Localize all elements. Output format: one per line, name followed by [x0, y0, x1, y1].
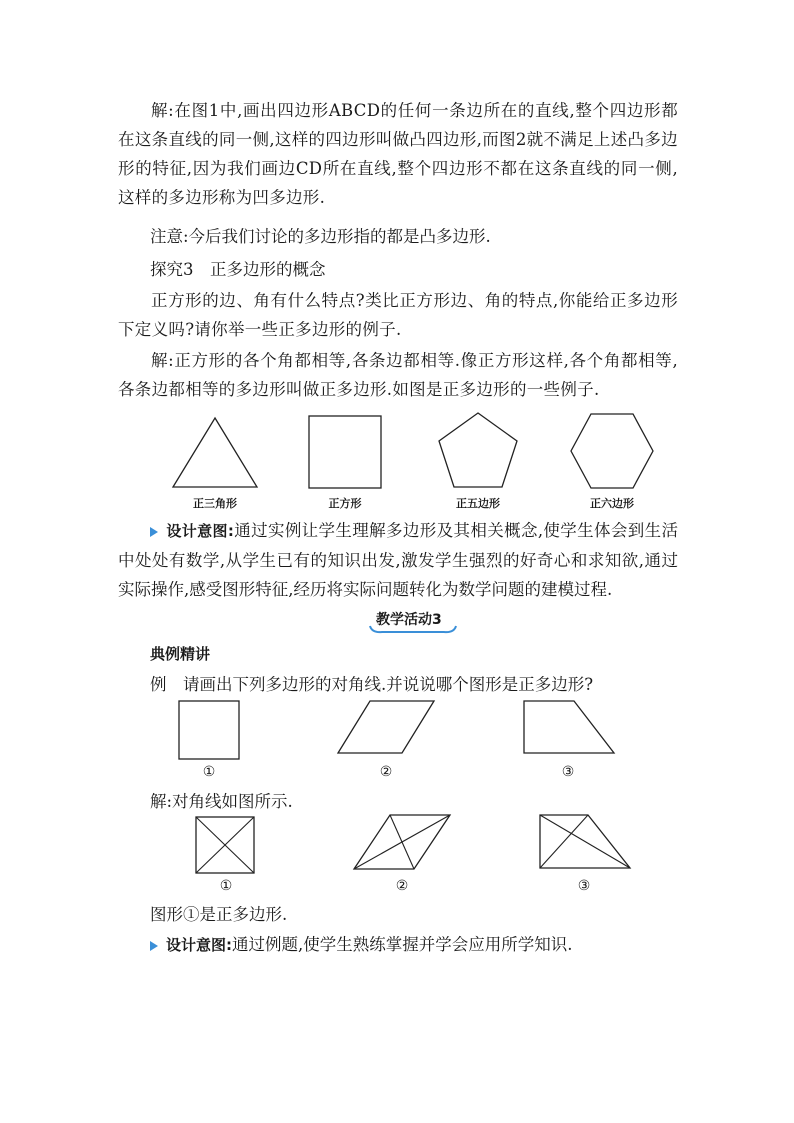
caption-triangle: 正三角形 [193, 497, 237, 510]
triangle-bullet-icon [150, 527, 158, 537]
diagonal-figure-label-3: ③ [577, 878, 591, 894]
explore-heading: 探究3 正多边形的概念 [150, 260, 326, 279]
activity-title: 教学活动3 [376, 612, 442, 628]
caption-square: 正方形 [328, 497, 362, 510]
design-intent-1 [118, 516, 678, 604]
square-figure [305, 413, 385, 491]
design-intent-label: 设计意图: [166, 936, 232, 954]
figure-label-1: ① [202, 764, 216, 780]
figure-label-2: ② [379, 764, 393, 780]
solution-text: 解:对角线如图所示. [150, 792, 293, 811]
question-paragraph: 正方形的边、角有什么特点?类比正方形边、角的特点,你能给正多边形下定义吗?请你举一些正多边形的例子. [118, 291, 678, 339]
regular-pentagon-figure [434, 410, 522, 492]
diagonal-figure-label-2: ② [395, 878, 409, 894]
diagonal-figure-label-1: ① [219, 878, 233, 894]
parallelogram-with-diagonals-figure [350, 811, 454, 873]
example-parallelogram-figure [334, 697, 438, 757]
equilateral-triangle-figure [170, 415, 260, 490]
design-intent-text: 通过例题,使学生熟练掌握并学会应用所学知识. [232, 935, 573, 954]
triangle-bullet-icon [150, 941, 158, 951]
design-intent-2 [118, 930, 678, 960]
note-line: 注意:今后我们讨论的多边形指的都是凸多边形. [150, 227, 491, 246]
square-with-diagonals-figure [192, 813, 258, 877]
answer-paragraph: 解:正方形的各个角都相等,各条边都相等.像正方形这样,各个角都相等,各条边都相等的多边形叫做正多边形.如图是正多边形的一些例子. [118, 351, 678, 399]
conclusion-text: 图形①是正多边形. [150, 905, 288, 924]
example-trapezoid-figure [520, 697, 618, 757]
caption-pentagon: 正五边形 [456, 497, 500, 510]
example-text: 例 请画出下列多边形的对角线.并说说哪个图形是正多边形? [150, 675, 594, 694]
figure-label-3: ③ [561, 764, 575, 780]
activity-underline-decoration [368, 624, 458, 636]
example-square-figure [175, 697, 243, 763]
design-intent-text: 通过实例让学生理解多边形及其相关概念,使学生体会到生活中处处有数学,从学生已有的知识出发,激发学生强烈的好奇心和求知欲,通过实际操作,感受图形特征,经历将实际问题转化为数学问题的建模过程. [118, 521, 679, 599]
design-intent-label: 设计意图: [166, 522, 234, 540]
caption-hexagon: 正六边形 [590, 497, 634, 510]
example-heading: 典例精讲 [150, 645, 211, 663]
solution-paragraph-convex: 解:在图1中,画出四边形ABCD的任何一条边所在的直线,整个四边形都在这条直线的同一侧,这样的四边形叫做凸四边形,而图2就不满足上述凸多边形的特征,因为我们画边CD所在直线,整个四边形不都在这条直线的同一侧,这样的多边形称为凹多边形. [118, 101, 678, 207]
trapezoid-with-diagonals-figure [536, 811, 634, 873]
regular-hexagon-figure [567, 410, 657, 492]
